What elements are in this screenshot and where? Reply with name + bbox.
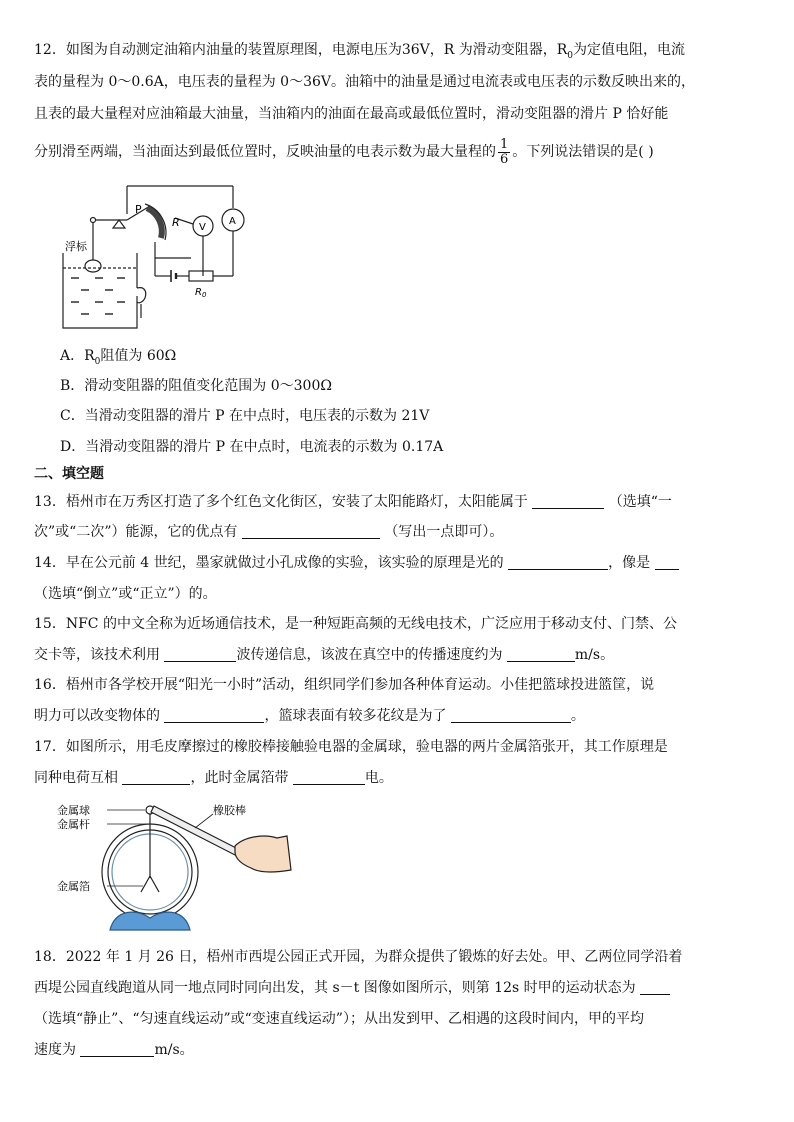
metal-foils bbox=[141, 876, 159, 892]
q15-blank-1[interactable] bbox=[164, 645, 236, 662]
stand bbox=[110, 912, 190, 930]
q18-line-3: （选填“静止”、“匀速直线运动”或“变速直线运动”）；从出发到甲、乙相遇的这段时间内，甲的平均 bbox=[34, 1011, 644, 1027]
r0-label: $R_0$ bbox=[195, 287, 207, 299]
voltmeter-label: V bbox=[199, 222, 206, 233]
q18-line-1: 18．2022 年 1 月 26 日，梧州市西堤公园正式开园，为群众提供了锻炼的好去处。甲、乙两位同学沿着 bbox=[34, 949, 683, 965]
q17-line-1: 17．如图所示，用毛皮摩擦过的橡胶棒接触验电器的金属球，验电器的两片金属箔张开，其工作原理是 bbox=[34, 739, 668, 755]
resistor-r0 bbox=[189, 271, 213, 281]
section-fill-in-blank-title: 二、填空题 bbox=[34, 466, 104, 482]
q15-line-2: 交卡等，该技术利用 波传递信息，该波在真空中的传播速度约为 m/s。 bbox=[34, 647, 615, 663]
q17-blank-2[interactable] bbox=[293, 768, 365, 785]
oil-tank-circuit-figure bbox=[55, 178, 265, 338]
rheostat-r-label: R bbox=[172, 216, 180, 229]
q13-line-1: 13．梧州市在万秀区打造了多个红色文化街区，安装了太阳能路灯，太阳能属于 （选填“一 bbox=[34, 494, 672, 510]
fraction-one-sixth: $\frac{1}{6}$ bbox=[500, 136, 509, 167]
float-label: 浮标 bbox=[65, 240, 87, 253]
q18-blank-1[interactable] bbox=[640, 978, 670, 995]
q18-blank-2[interactable] bbox=[80, 1040, 154, 1057]
hand bbox=[235, 836, 291, 872]
slider-p-label: P bbox=[135, 203, 142, 216]
electroscope-figure bbox=[55, 800, 305, 935]
float bbox=[85, 260, 101, 272]
oil-tank bbox=[63, 253, 137, 328]
q15-blank-2[interactable] bbox=[507, 645, 575, 662]
metal-foil-label: 金属箔 bbox=[57, 880, 90, 893]
q12-option-a[interactable]: A．$R_0$阻值为 60Ω bbox=[60, 348, 177, 367]
q16-line-1: 16．梧州市各学校开展“阳光一小时”活动，组织同学们参加各种体育运动。小佳把篮球投进篮筐，说 bbox=[34, 677, 655, 693]
q12-line-2: 表的量程为 0～0.6A，电压表的量程为 0～36V。油箱中的油量是通过电流表或电压表的示数反映出来的， bbox=[34, 74, 696, 90]
rheostat-arc bbox=[147, 208, 162, 238]
q17-blank-1[interactable] bbox=[122, 768, 190, 785]
q13-line-2: 次”或“二次”）能源，它的优点有 （写出一点即可）。 bbox=[34, 524, 504, 540]
q14-blank-2[interactable] bbox=[655, 553, 679, 570]
q16-blank-1[interactable] bbox=[164, 706, 264, 723]
q18-line-4: 速度为 m/s。 bbox=[34, 1042, 194, 1058]
q12-option-b[interactable]: B．滑动变阻器的阻值变化范围为 0～300Ω bbox=[60, 378, 332, 394]
q12-option-d[interactable]: D．当滑动变阻器的滑片 P 在中点时，电流表的示数为 0.17A bbox=[60, 439, 444, 455]
q17-line-2: 同种电荷互相 ，此时金属箔带 电。 bbox=[34, 770, 393, 786]
q14-line-1: 14．早在公元前 4 世纪，墨家就做过小孔成像的实验，该实验的原理是光的 ，像是 bbox=[34, 553, 679, 573]
q15-line-1: 15．NFC 的中文全称为近场通信技术，是一种短距高频的无线电技术，广泛应用于移动支付、门禁、公 bbox=[34, 616, 677, 632]
rubber-rod-label: 橡胶棒 bbox=[213, 804, 246, 817]
metal-rod-label: 金属杆 bbox=[57, 818, 90, 831]
q12-line-1: 12．如图为自动测定油箱内油量的装置原理图，电源电压为36V，R 为滑动变阻器，$R_0$为定值电阻，电流 bbox=[34, 42, 686, 61]
ammeter-label: A bbox=[229, 216, 236, 227]
q12-option-c[interactable]: C．当滑动变阻器的滑片 P 在中点时，电压表的示数为 21V bbox=[60, 408, 430, 424]
q18-line-2: 西堤公园直线跑道从同一地点同时同向出发，其 s－t 图像如图所示，则第 12s 时甲的运动状态为 bbox=[34, 978, 670, 998]
q12-line-4: 分别滑至两端，当油面达到最低位置时，反映油量的电表示数为最大量程的 $\frac{1}{6}$ 。下列说法错误的是( ) bbox=[34, 136, 654, 167]
q16-line-2: 明力可以改变物体的 ，篮球表面有较多花纹是为了 。 bbox=[34, 708, 585, 724]
q14-line-2: （选填“倒立”或“正立”）的。 bbox=[34, 586, 217, 602]
metal-ball-label: 金属球 bbox=[57, 804, 90, 817]
q12-line-3: 且表的最大量程对应油箱最大油量，当油箱内的油面在最高或最低位置时，滑动变阻器的滑片 P 恰好能 bbox=[34, 106, 669, 122]
q13-blank-1[interactable] bbox=[532, 492, 604, 509]
q13-blank-2[interactable] bbox=[242, 522, 380, 539]
q16-blank-2[interactable] bbox=[451, 706, 571, 723]
q14-blank-1[interactable] bbox=[508, 553, 608, 570]
